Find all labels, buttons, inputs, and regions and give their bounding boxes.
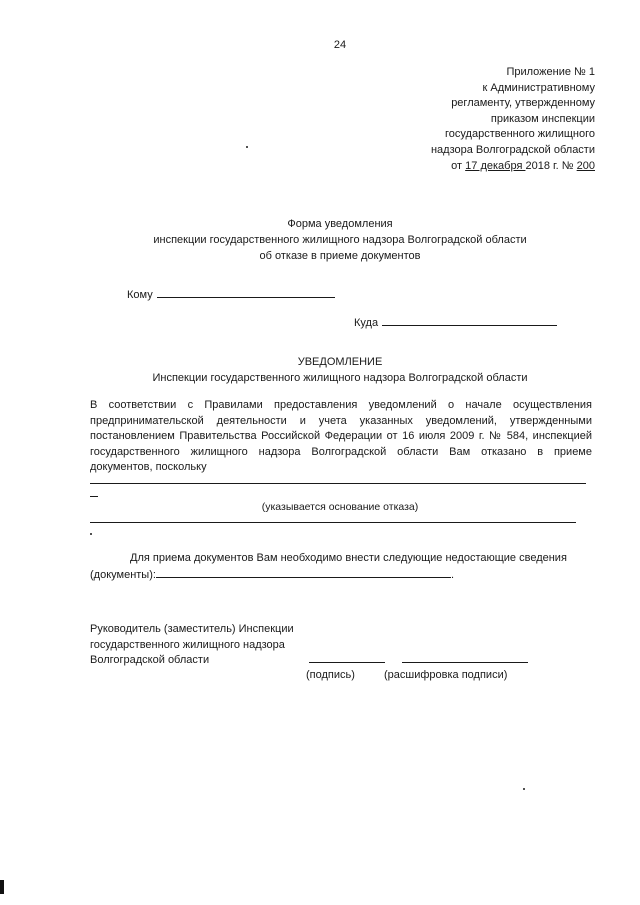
signature-caption: (подпись): [306, 669, 355, 681]
scan-edge-mark: [0, 880, 4, 894]
decryption-blank-line[interactable]: [402, 662, 528, 663]
form-title-line: об отказе в приеме документов: [259, 250, 421, 262]
appendix-line: к Административному: [482, 81, 595, 94]
notice-heading: [110, 355, 570, 386]
appendix-line: государственного жилищного: [445, 128, 595, 141]
reason-blank-line-short: [90, 496, 98, 497]
missing-docs-blank-line[interactable]: [156, 566, 451, 578]
where-field: [354, 314, 557, 332]
to-label: Кому: [127, 289, 153, 301]
scan-speck: [246, 146, 248, 148]
reason-blank-line[interactable]: [90, 483, 586, 484]
missing-docs-label: (документы):: [90, 569, 156, 581]
form-title-line: Форма уведомления: [287, 218, 393, 230]
appendix-line: регламенту, утвержденному: [451, 97, 595, 110]
missing-docs-paragraph: [90, 550, 592, 583]
appendix-date-line: [335, 159, 595, 175]
reason-blank-line-2[interactable]: [90, 522, 576, 523]
signature-blank-line[interactable]: [309, 662, 385, 663]
notice-subtitle: Инспекции государственного жилищного надзора Волгоградской области: [152, 371, 528, 384]
missing-docs-text: Для приема документов Вам необходимо внести следующие недостающие сведения: [130, 552, 567, 564]
signer-line: Руководитель (заместитель) Инспекции: [90, 623, 294, 635]
appendix-header: [335, 65, 595, 174]
date-suffix: 2018 г. №: [525, 159, 577, 172]
scan-speck: [90, 533, 92, 535]
signer-block: [90, 622, 320, 669]
signer-line: Волгоградской области: [90, 654, 210, 667]
scan-speck: [523, 788, 525, 790]
notice-body: В соответствии с Правилами предоставления уведомлений о начале осуществления предпринимательской деятельности и учета указанных уведомлений, утвержденными постановлением Правительства Российской Федерации от 16 июля 2009 г. № 584, инспекцией государственного жилищного надзора Волгоградской области Вам отказано в приеме документов, поскольку: [90, 399, 592, 474]
where-blank-line[interactable]: [382, 314, 557, 326]
form-title: [110, 216, 570, 264]
page-number: 24: [333, 39, 347, 51]
notice-title: УВЕДОМЛЕНИЕ: [297, 356, 383, 368]
form-title-line: инспекции государственного жилищного надзора Волгоградской области: [153, 234, 527, 246]
reason-caption: (указывается основание отказа): [261, 501, 419, 513]
missing-docs-end: .: [450, 569, 454, 581]
appendix-line: Приложение № 1: [506, 66, 595, 78]
appendix-line: надзора Волгоградской области: [430, 143, 595, 156]
decryption-caption: (расшифровка подписи): [384, 669, 508, 681]
where-label: Куда: [354, 317, 379, 329]
signer-line: государственного жилищного надзора: [90, 638, 285, 651]
to-blank-line[interactable]: [157, 286, 335, 298]
date-prefix: от: [451, 159, 466, 172]
to-field: [127, 286, 335, 304]
date-value: 17 декабря: [465, 159, 526, 172]
order-number: 200: [576, 159, 595, 172]
appendix-line: приказом инспекции: [490, 112, 595, 125]
